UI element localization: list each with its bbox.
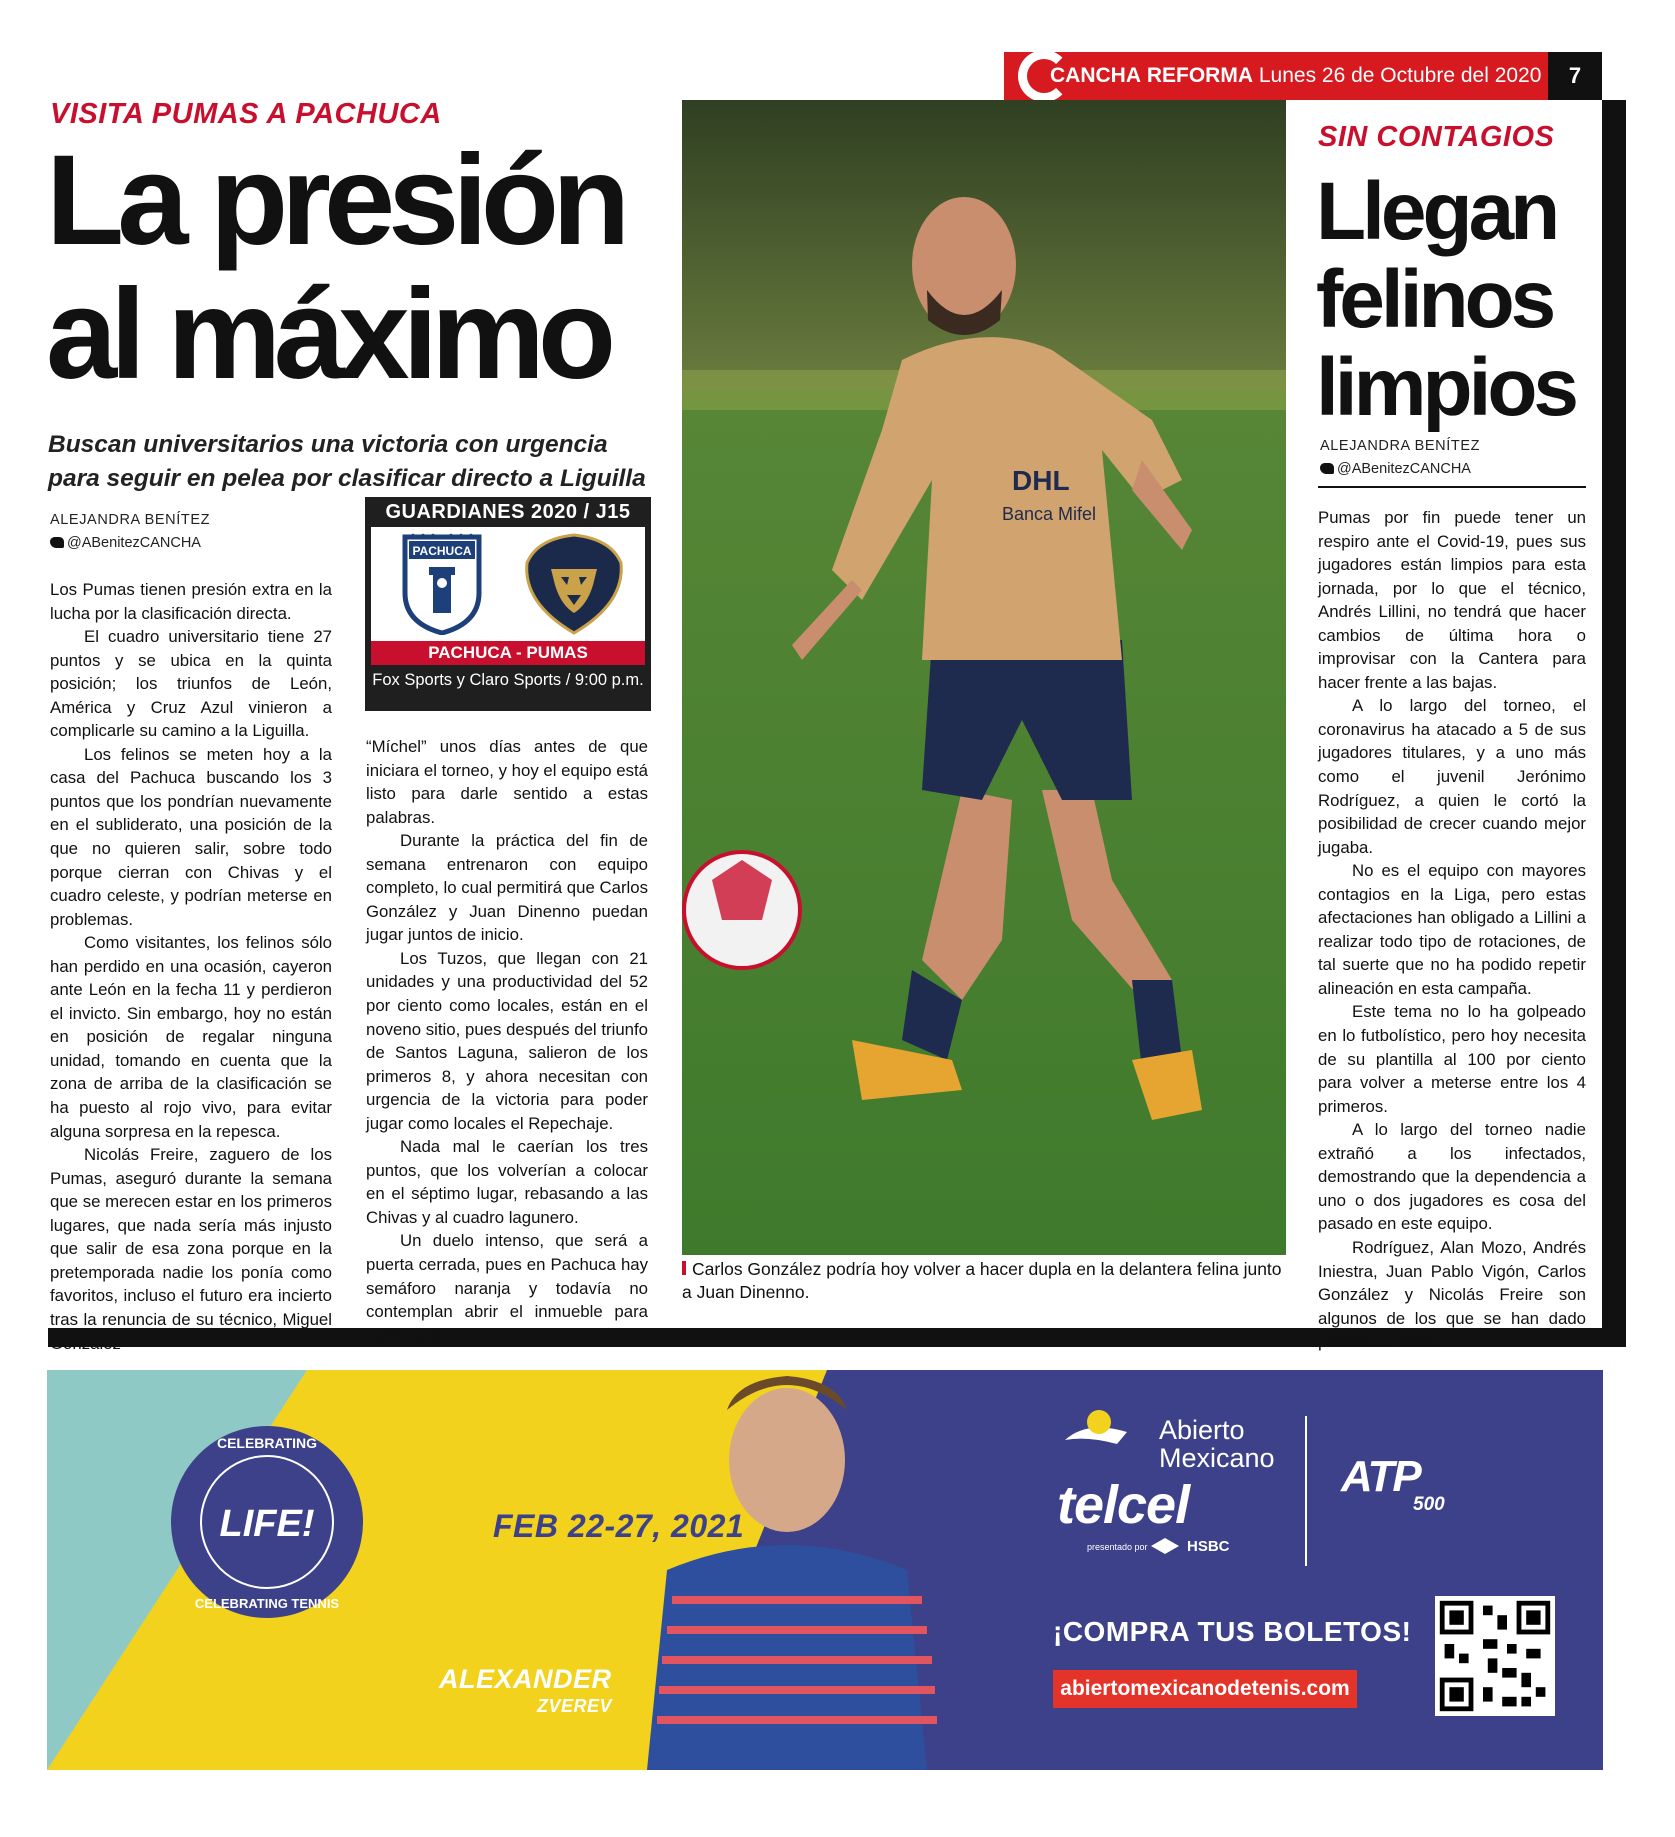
shirt-sponsor-1: DHL xyxy=(1012,465,1070,496)
side-headline xyxy=(1316,168,1606,432)
caption-marker xyxy=(682,1261,686,1275)
photo-caption xyxy=(682,1258,1282,1304)
main-kicker: VISITA PUMAS A PACHUCA xyxy=(50,98,442,130)
paragraph: A lo largo del torneo, el coronavirus ha atacado a 5 de sus jugadores titulares, y a uno más como el juvenil Jerónimo Rodríguez, a quien le cortó la posibilidad de crecer cuando mejor jugaba. xyxy=(1318,696,1586,857)
infobox-crests xyxy=(371,527,645,641)
side-kicker: SIN CONTAGIOS xyxy=(1318,121,1555,153)
player-photo xyxy=(682,100,1286,1255)
issue-date: Lunes 26 de Octubre del 2020 xyxy=(1258,64,1542,87)
ad-player-first: ALEXANDER xyxy=(439,1664,612,1694)
ad-sponsor: telcel xyxy=(1057,1475,1190,1535)
pumas-crest-icon xyxy=(521,533,627,635)
side-body xyxy=(1318,506,1586,1354)
page-header xyxy=(1004,52,1602,100)
paper-name: REFORMA xyxy=(1146,64,1254,87)
paragraph: Pumas por fin puede tener un respiro ante el Covid-19, pues sus jugadores están limpios para esta jornada, por lo que el técnico, Andrés Lillini, no tendrá que hacer cambios de última hora o improvisar con la Cantera para hacer frente a las bajas. xyxy=(1318,508,1586,692)
page-number: 7 xyxy=(1548,52,1602,100)
player-portrait xyxy=(729,1388,845,1532)
main-headline xyxy=(46,129,686,406)
caption-text: Carlos González podría hoy volver a hacer dupla en la delantera felina junto a Juan Dinenno. xyxy=(682,1259,1282,1302)
deck-line2: para seguir en pelea por clasificar directo a Liguilla xyxy=(48,465,646,492)
shirt-sponsor-2: Banca Mifel xyxy=(1002,504,1097,524)
main-byline: ALEJANDRA BENÍTEZ xyxy=(50,512,211,528)
section-name: CANCHA xyxy=(1050,64,1141,87)
header-band xyxy=(1004,52,1548,100)
tennis-ball-icon xyxy=(1087,1410,1111,1434)
ad-divider xyxy=(1305,1416,1307,1566)
ad-atp: ATP xyxy=(1341,1452,1420,1501)
paragraph: Nada mal le caerían los tres puntos, que los volverían a colocar en el séptimo lugar, rebasando a las Chivas y al cuadro lagunero. xyxy=(366,1137,648,1227)
celebrating-life-badge xyxy=(167,1422,367,1622)
paragraph: Un duelo intenso, que será a puerta cerrada, pues en Pachuca hay semáforo naranja y todavía no contemplan abrir el inmueble para recibir público. xyxy=(366,1231,648,1345)
badge-bottom-text: CELEBRATING TENNIS xyxy=(194,1596,340,1611)
ad-atp-level: 500 xyxy=(1413,1494,1445,1515)
paragraph: Durante la práctica del fin de semana entrenaron con equipo completo, lo cual permitirá que Carlos González y Juan Dinenno puedan jugar juntos de inicio. xyxy=(366,831,648,945)
paragraph: “Míchel” unos días antes de que iniciara el torneo, y hoy el equipo está listo para darle sentido a estas palabras. xyxy=(366,737,648,827)
main-headline-line2: al máximo xyxy=(46,263,610,406)
side-handle-text: @ABenitezCANCHA xyxy=(1337,461,1471,477)
ad-tournament-line2: Mexicano xyxy=(1159,1443,1275,1473)
side-headline-line3: limpios xyxy=(1316,342,1576,433)
paragraph: Como visitantes, los felinos sólo han perdido en una ocasión, cayeron ante León en la fecha 11 y perdieron el invicto. Sin embargo, hoy no están en posición de regalar ninguna unidad, tomando en cuenta que la zona de arriba de la clasificación se ha puesto al rojo vivo, para evitar alguna sorpresa en la repesca. xyxy=(50,933,332,1141)
badge-top-text: CELEBRATING xyxy=(216,1435,318,1451)
ad-player-last: ZVEREV xyxy=(537,1696,613,1716)
header-text xyxy=(1050,64,1541,88)
paragraph: El cuadro universitario tiene 27 puntos y se ubica en la quinta posición; los triunfos de León, América y Cruz Azul vinieron a complicarle su camino a la Liguilla. xyxy=(50,627,332,741)
main-handle-text: @ABenitezCANCHA xyxy=(67,535,201,551)
deck-line1: Buscan universitarios una victoria con urgencia xyxy=(48,431,608,458)
main-deck xyxy=(48,428,668,496)
side-headline-line1: Llegan xyxy=(1316,166,1557,257)
side-divider xyxy=(1318,486,1586,488)
paragraph: No es el equipo con mayores contagios en la Liga, pero estas afectaciones han obligado a Lillini a realizar todo tipo de rotaciones, de tal suerte que no ha podido repetir alineación en esta campaña. xyxy=(1318,861,1586,998)
ad-url-button[interactable]: abiertomexicanodetenis.com xyxy=(1053,1670,1357,1708)
main-body-col2 xyxy=(366,735,648,1347)
twitter-icon xyxy=(1320,463,1334,474)
main-headline-line1: La presión xyxy=(46,129,624,272)
paragraph: Nicolás Freire, zaguero de los Pumas, aseguró durante la semana que se merecen estar en los primeros lugares, que nada sería más injusto que salir de esa zona porque en la pretemporada nadie los ponía como favoritos, incluso el futuro era incierto tras la renuncia de su técnico, Miguel González xyxy=(50,1145,332,1353)
ad-cta[interactable]: ¡COMPRA TUS BOLETOS! xyxy=(1053,1616,1412,1647)
infobox-title: GUARDIANES 2020 / J15 xyxy=(385,501,631,523)
infobox-match: PACHUCA - PUMAS xyxy=(371,641,645,665)
main-body-col1 xyxy=(50,578,332,1355)
match-infobox xyxy=(365,497,651,711)
photo-illustration xyxy=(682,100,1286,1255)
pachuca-crest-icon xyxy=(399,533,485,635)
paragraph: Los felinos se meten hoy a la casa del Pachuca buscando los 3 puntos que los pondrían nuevamente en el subliderato, una posición de la que no quieren salir, sobre todo porque cierran con Chivas y el cuadro celeste, y podrían meterse en problemas. xyxy=(50,744,332,929)
side-byline-block xyxy=(1320,438,1480,477)
side-byline: ALEJANDRA BENÍTEZ xyxy=(1320,438,1481,454)
paragraph: Los Pumas tienen presión extra en la lucha por la clasificación directa. xyxy=(50,580,332,623)
ad-tournament-name xyxy=(1159,1416,1275,1472)
qr-code-icon[interactable] xyxy=(1435,1596,1555,1716)
paragraph: Los Tuzos, que llegan con 21 unidades y una productividad del 52 por ciento como locales, están en el noveno sitio, pues después del triunfo de Santos Laguna, salieron de los primeros 8, y ahora necesitan con urgencia de la victoria para poder jugar como locales el Repechaje. xyxy=(366,948,648,1133)
infobox-broadcast: Fox Sports y Claro Sports / 9:00 p.m. xyxy=(372,671,644,689)
crest-label: PACHUCA xyxy=(412,544,472,558)
main-handle[interactable] xyxy=(50,535,210,551)
side-handle[interactable] xyxy=(1320,461,1480,477)
tennis-advertisement[interactable] xyxy=(47,1370,1603,1770)
main-byline-block xyxy=(50,512,210,551)
ad-co-sponsor: HSBC xyxy=(1187,1538,1230,1555)
side-headline-line2: felinos xyxy=(1316,254,1553,345)
ad-tournament-line1: Abierto xyxy=(1159,1415,1245,1445)
paragraph: Rodríguez, Alan Mozo, Andrés Iniestra, Juan Pablo Vigón, Carlos González y Nicolás Freire son algunos de los que se han dado positivo al virus. xyxy=(1318,1237,1586,1352)
ad-presented-by: presentado por xyxy=(1087,1542,1148,1552)
badge-center-text: LIFE! xyxy=(219,1503,315,1545)
twitter-icon xyxy=(50,537,64,548)
ad-dates: FEB 22-27, 2021 xyxy=(493,1508,745,1544)
paragraph: A lo largo del torneo nadie extrañó a los infectados, demostrando que la dependencia a uno o dos jugadores es cosa del pasado en este equipo. xyxy=(1318,1120,1586,1234)
paragraph: Este tema no lo ha golpeado en lo futbolístico, pero hoy necesita de su plantilla al 100 por ciento para volver a meterse entre los 4 primeros. xyxy=(1318,1002,1586,1116)
